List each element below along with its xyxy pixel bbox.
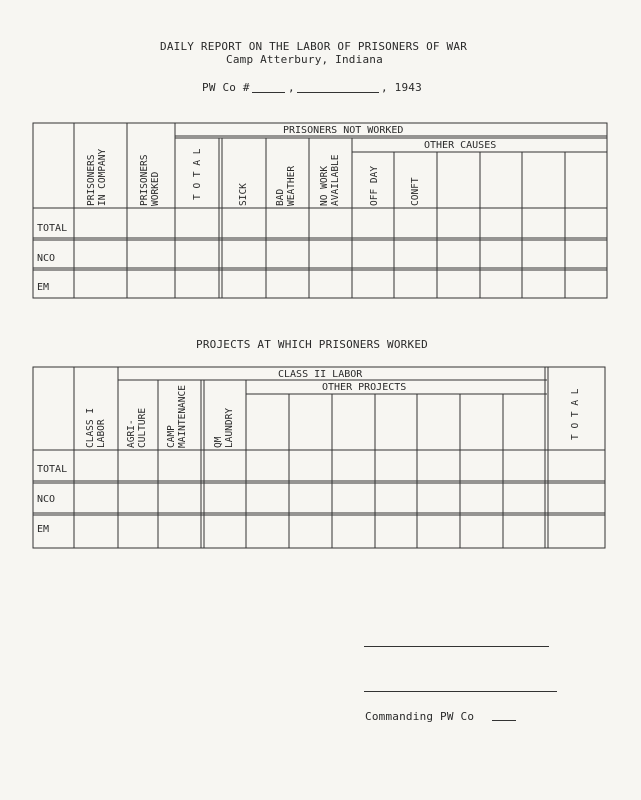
company-prefix: PW Co # (202, 81, 250, 94)
row-nco: NCO (37, 253, 56, 264)
report-title: DAILY REPORT ON THE LABOR OF PRISONERS OF WAR (160, 40, 468, 53)
signature-line-1[interactable] (364, 646, 549, 647)
col-camp-maintenance: CAMP MAINTENANCE (166, 385, 188, 448)
group-prisoners-not-worked: PRISONERS NOT WORKED (283, 125, 404, 136)
report-subtitle: Camp Atterbury, Indiana (226, 53, 383, 66)
col-conft: CONFT (410, 177, 421, 206)
col-total: T O T A L (192, 148, 203, 200)
commanding-label: Commanding PW Co (365, 710, 475, 723)
signature-line-2[interactable] (364, 691, 557, 692)
year-text: , 1943 (381, 81, 422, 94)
col-off-day: OFF DAY (369, 165, 380, 206)
row-total-projects: TOTAL (37, 464, 68, 475)
projects-title: PROJECTS AT WHICH PRISONERS WORKED (196, 338, 428, 351)
col-prisoners-worked: PRISONERS WORKED (139, 154, 161, 206)
comma-separator: , (288, 81, 295, 94)
group-class-ii-labor: CLASS II LABOR (278, 369, 363, 380)
col-bad-weather: BAD WEATHER (275, 165, 297, 206)
col-total-projects: T O T A L (570, 388, 581, 440)
col-sick: SICK (238, 183, 249, 206)
col-class-i-labor: CLASS I LABOR (85, 407, 107, 448)
row-nco-projects: NCO (37, 494, 56, 505)
year: 1943 (394, 81, 422, 94)
col-no-work-available: NO WORK AVAILABLE (319, 154, 341, 206)
col-agriculture: AGRI- CULTURE (126, 407, 148, 448)
col-prisoners-in-company: PRISONERS IN COMPANY (86, 148, 108, 206)
commanding-blank[interactable] (492, 720, 516, 721)
group-other-causes: OTHER CAUSES (424, 140, 497, 151)
col-qm-laundry: QM LAUNDRY (213, 407, 235, 448)
row-total: TOTAL (37, 223, 68, 234)
row-em-projects: EM (37, 524, 50, 535)
group-other-projects: OTHER PROJECTS (322, 382, 407, 393)
row-em: EM (37, 282, 50, 293)
